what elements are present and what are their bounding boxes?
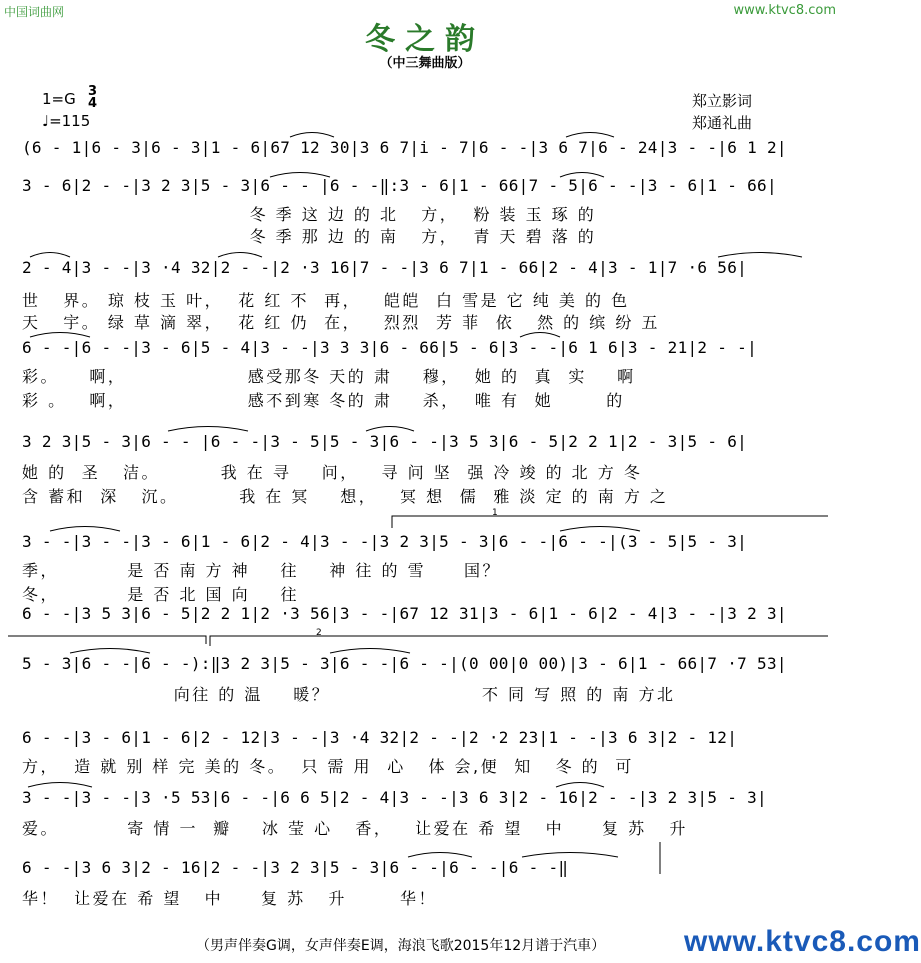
notation-row-5: 3 2 3|5 - 3|6 - - |6 - -|3 - 5|5 - 3|6 - -|3 5 3|6 - 5|2 2 1|2 - 3|5 - 6| [22,432,748,451]
notation-row-1: (6 - 1|6 - 3|6 - 3|1 - 6|67 12 30|3 6 7|i - 7|6 - -|3 6 7|6 - 24|3 - -|6 1 2| [22,138,787,157]
lyric-row-3-verse-2: 天 宇。 绿 草 滴 翠， 花 红 仍 在， 烈烈 芳 菲 依 然 的 缤 纷 五 [22,313,660,332]
lyric-row-2-verse-1: 冬 季 这 边 的 北 方， 粉 装 玉 琢 的 [22,205,597,224]
notation-row-7: 6 - -|3 5 3|6 - 5|2 2 1|2 ·3 56|3 - -|67 12 31|3 - 6|1 - 6|2 - 4|3 - -|3 2 3| [22,604,787,623]
notation-row-8: 5 - 3|6 - -|6 - -):‖3 2 3|5 - 3|6 - -|6 - -|(0 00|0 00)|3 - 6|1 - 66|7 ·7 53| [22,654,787,673]
volta-1-label: 1 [492,508,498,518]
time-signature-top: 3 [88,84,98,99]
lyric-row-9: 方， 造 就 别 样 完 美的 冬。 只 需 用 心 体 会,便 知 冬 的 可 [22,757,634,776]
notation-row-2: 3 - 6|2 - -|3 2 3|5 - 3|6 - - |6 - -‖:3 - 6|1 - 66|7 - 5|6 - -|3 - 6|1 - 66| [22,176,777,195]
notation-row-9: 6 - -|3 - 6|1 - 6|2 - 12|3 - -|3 ·4 32|2 - -|2 ·2 23|1 - -|3 6 3|2 - 12| [22,728,738,747]
notation-row-10: 3 - -|3 - -|3 ·5 53|6 - -|6 6 5|2 - 4|3 - -|3 6 3|2 - 16|2 - -|3 2 3|5 - 3| [22,788,767,807]
lyric-row-4-verse-2: 彩 。 啊， 感不到寒 冬的 肃 杀， 唯 有 她 的 [22,391,625,410]
volta-2-label: 2 [316,628,322,638]
volta-2-bracket [8,636,828,646]
notation-row-11: 6 - -|3 6 3|2 - 16|2 - -|3 2 3|5 - 3|6 - -|6 - -|6 - -‖ [22,858,569,877]
lyric-row-11: 华！ 让爱在 希 望 中 复 苏 升 华！ [22,889,437,908]
phrase-slurs [28,133,802,858]
composer-credit: 郑通礼曲 [692,114,753,132]
lyric-row-6-verse-2: 冬， 是 否 北 国 向 往 [22,585,299,604]
lyric-row-10: 爱。 寄 情 一 瓣 冰 莹 心 香， 让爱在 希 望 中 复 苏 升 [22,819,688,838]
lyric-row-5-verse-2: 含 蓄和 深 沉。 我 在 冥 想， 冥 想 儒 雅 淡 定 的 南 方 之 [22,487,669,506]
key-signature: 1=G [42,90,76,108]
watermark-logo: www.ktvc8.com [684,925,921,958]
site-url-right: www.ktvc8.com [733,3,836,18]
notation-row-3: 2 - 4|3 - -|3 ·4 32|2 - -|2 ·3 16|7 - -|3 6 7|1 - 66|2 - 4|3 - 1|7 ·6 56| [22,258,748,277]
lyric-row-3-verse-1: 世 界。 琼 枝 玉 叶， 花 红 不 再， 皑皑 白 雪是 它 纯 美 的 色 [22,291,630,310]
time-signature-bottom: 4 [88,96,98,111]
arrangement-footnote: （男声伴奏G调，女声伴奏E调，海浪飞歌2015年12月谱于汽車） [196,938,606,954]
lyricist-credit: 郑立影词 [692,92,753,110]
lyric-row-4-verse-1: 彩。 啊， 感受那冬 天的 肃 穆， 她 的 真 实 啊 [22,367,636,386]
lyric-row-8: 向往 的 温 暖？ 不 同 写 照 的 南 方北 [22,685,676,704]
lyric-row-6-verse-1: 季， 是 否 南 方 神 往 神 往 的 雪 国？ [22,561,501,580]
lyric-row-2-verse-2: 冬 季 那 边 的 南 方， 青 天 碧 落 的 [22,227,597,246]
notation-row-6: 3 - -|3 - -|3 - 6|1 - 6|2 - 4|3 - -|3 2 3|5 - 3|6 - -|6 - -|(3 - 5|5 - 3| [22,532,748,551]
site-name-left: 中国词曲网 [4,5,65,19]
song-subtitle: （中三舞曲版） [379,56,471,71]
lyric-row-5-verse-1: 她 的 圣 洁。 我 在 寻 问， 寻 问 坚 强 冷 竣 的 北 方 冬 [22,463,643,482]
volta-1-bracket [392,516,828,528]
song-title: 冬之韵 [365,22,485,57]
notation-row-4: 6 - -|6 - -|3 - 6|5 - 4|3 - -|3 3 3|6 - 66|5 - 6|3 - -|6 1 6|3 - 21|2 - -| [22,338,758,357]
tempo-marking: ♩=115 [42,112,91,130]
